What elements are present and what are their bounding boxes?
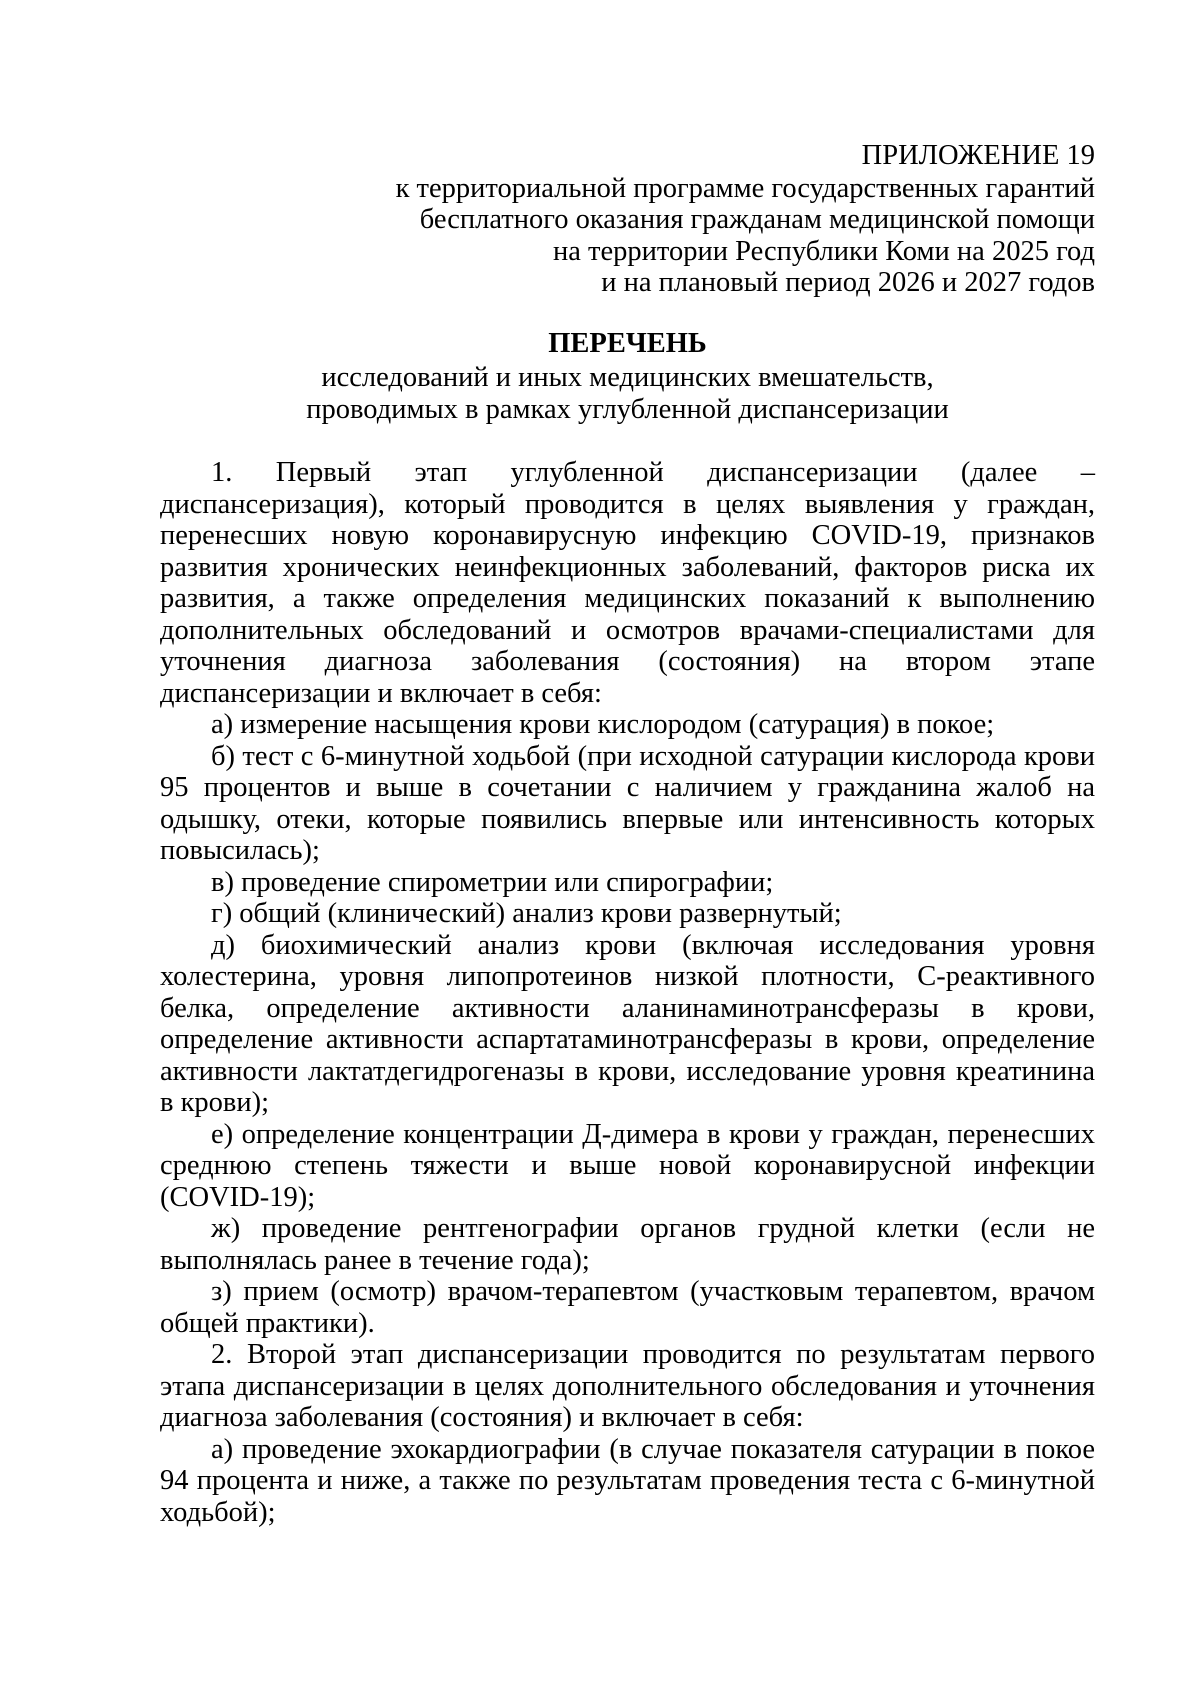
paragraph-item: г) общий (клинический) анализ крови развернутый;	[211, 898, 842, 929]
paragraph-item: в) проведение спирометрии или спирографии;	[211, 866, 774, 898]
document-heading	[160, 328, 1095, 426]
annex-block	[160, 140, 1095, 299]
paragraph-item: а) проведение эхокардиографии (в случае показателя сатурации в покое 94 процента и ниже, а также по результатам проведения теста с 6-минутной ходьбой);	[160, 1433, 1095, 1528]
document-body	[160, 457, 1095, 1528]
document-title: ПЕРЕЧЕНЬ	[548, 327, 707, 359]
paragraph-item: а) измерение насыщения крови кислородом (сатурация) в покое;	[211, 709, 995, 740]
paragraph-item: е) определение концентрации Д-димера в крови у граждан, перенесших среднюю степень тяжести и выше новой коронавирусной инфекции (COVID-19);	[160, 1118, 1095, 1213]
paragraph-stage-2-intro: 2. Второй этап диспансеризации проводится по результатам первого этапа диспансеризации в целях дополнительного обследования и уточнения диагноза заболевания (состояния) и включает в себя:	[160, 1339, 1095, 1433]
paragraph-stage-1-intro: 1. Первый этап углубленной диспансеризации (далее – диспансеризация), который проводится в целях выявления у граждан, перенесших новую коронавирусную инфекцию COVID-19, признаков развития хронических неинфекционных заболеваний, факторов риска их развития, а также определения медицинских показаний к выполнению дополнительных обследований и осмотров врачами-специалистами для уточнения диагноза заболевания (состояния) на втором этапе диспансеризации и включает в себя:	[160, 457, 1095, 709]
annex-line: к территориальной программе государственных гарантий	[395, 172, 1095, 204]
annex-line: на территории Республики Коми на 2025 год	[553, 235, 1095, 267]
annex-line: и на плановый период 2026 и 2027 годов	[601, 267, 1095, 298]
document-subtitle-line: исследований и иных медицинских вмешательств,	[321, 362, 934, 393]
paragraph-item: ж) проведение рентгенографии органов грудной клетки (если не выполнялась ранее в течение года);	[160, 1213, 1095, 1276]
paragraph-item: з) прием (осмотр) врачом-терапевтом (участковым терапевтом, врачом общей практики).	[160, 1276, 1095, 1339]
document-subtitle-line: проводимых в рамках углубленной диспансеризации	[306, 393, 949, 425]
paragraph-item: б) тест с 6-минутной ходьбой (при исходной сатурации кислорода крови 95 процентов и выше в сочетании с наличием у гражданина жалоб на одышку, отеки, которые появились впервые или интенсивность которых повысилась);	[160, 740, 1095, 866]
annex-line: бесплатного оказания гражданам медицинской помощи	[419, 204, 1095, 235]
document-page	[160, 140, 1095, 1528]
annex-title: ПРИЛОЖЕНИЕ 19	[861, 140, 1095, 171]
paragraph-item: д) биохимический анализ крови (включая исследования уровня холестерина, уровня липопротеинов низкой плотности, С-реактивного белка, определение активности аланинаминотрансферазы в крови, определение активности аспартатаминотрансферазы в крови, определение активности лактатдегидрогеназы в крови, исследование уровня креатинина в крови);	[160, 929, 1095, 1118]
